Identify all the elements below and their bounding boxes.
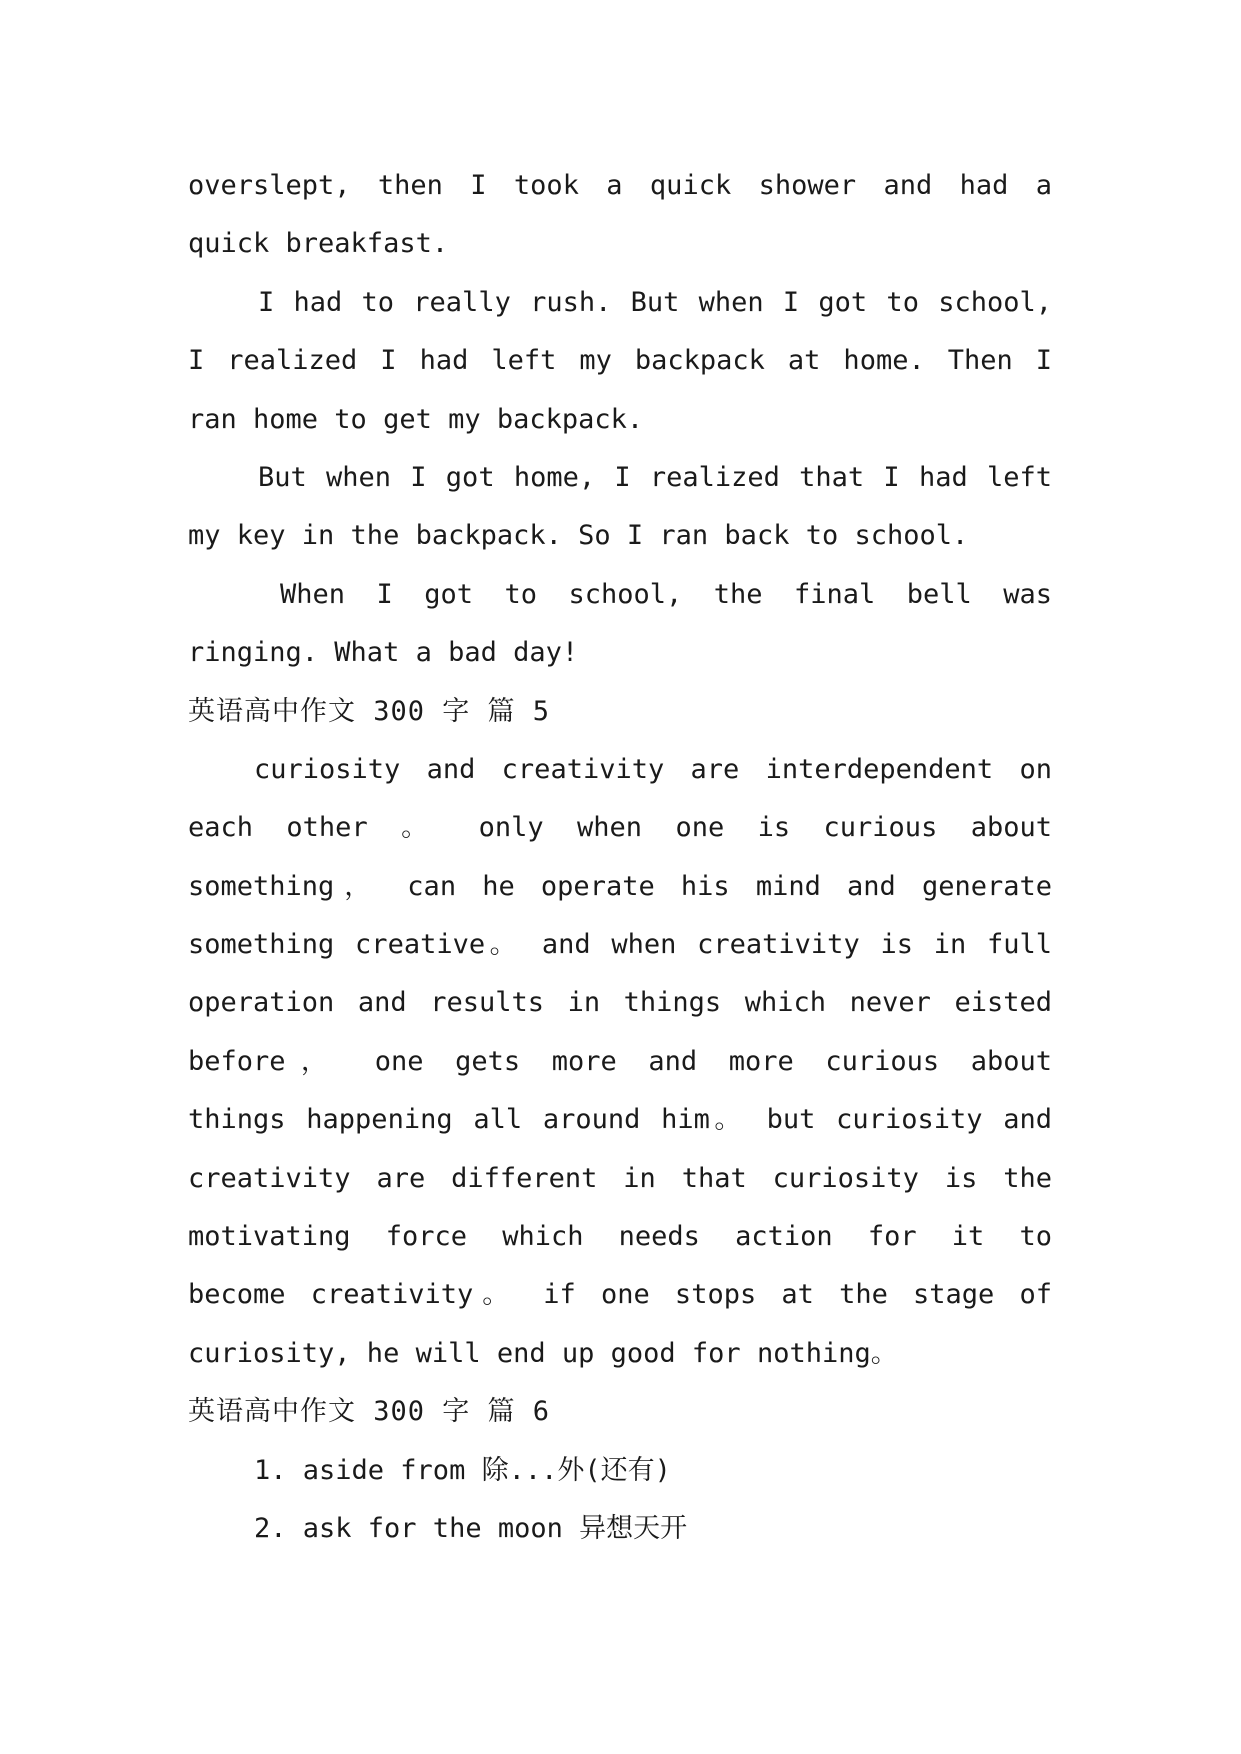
paragraph-line: curiosity, he will end up good for nothing。 [188, 1337, 898, 1369]
paragraph-line: operation and results in things which never eisted [188, 987, 1052, 1019]
paragraph-line: overslept, then I took a quick shower and had a [188, 170, 1052, 201]
paragraph-line: When I got to school, the final bell was [280, 578, 1052, 610]
paragraph-line: quick breakfast. [188, 228, 449, 260]
paragraph-line: something， can he operate his mind and generate [188, 870, 1052, 902]
list-item: 1. aside from 除...外(还有) [254, 1454, 671, 1486]
paragraph-line: creativity are different in that curiosity is the [188, 1162, 1052, 1194]
paragraph-line: each other 。 only when one is curious about [188, 812, 1052, 844]
paragraph-line: motivating force which needs action for it to [188, 1221, 1052, 1253]
paragraph-line: ringing. What a bad day! [188, 637, 579, 669]
paragraph-line: I realized I had left my backpack at home. Then I [188, 345, 1052, 377]
paragraph-line: become creativity。 if one stops at the stage of [188, 1279, 1052, 1311]
paragraph-line: things happening all around him。 but curiosity and [188, 1104, 1052, 1136]
paragraph-line: something creative。 and when creativity is in full [188, 929, 1052, 961]
section-heading: 英语高中作文 300 字 篇 6 [188, 1396, 551, 1428]
paragraph-line: before， one gets more and more curious about [188, 1045, 1052, 1077]
document-page [188, 157, 1052, 1558]
paragraph-line: I had to really rush. But when I got to school, [258, 286, 1052, 318]
paragraph-line: curiosity and creativity are interdependent on [254, 753, 1052, 785]
paragraph-line: But when I got home, I realized that I had left [258, 461, 1052, 493]
paragraph-line: ran home to get my backpack. [188, 403, 644, 435]
section-heading: 英语高中作文 300 字 篇 5 [188, 695, 551, 727]
list-item: 2. ask for the moon 异想天开 [254, 1512, 688, 1544]
paragraph-line: my key in the backpack. So I ran back to school. [188, 520, 969, 552]
